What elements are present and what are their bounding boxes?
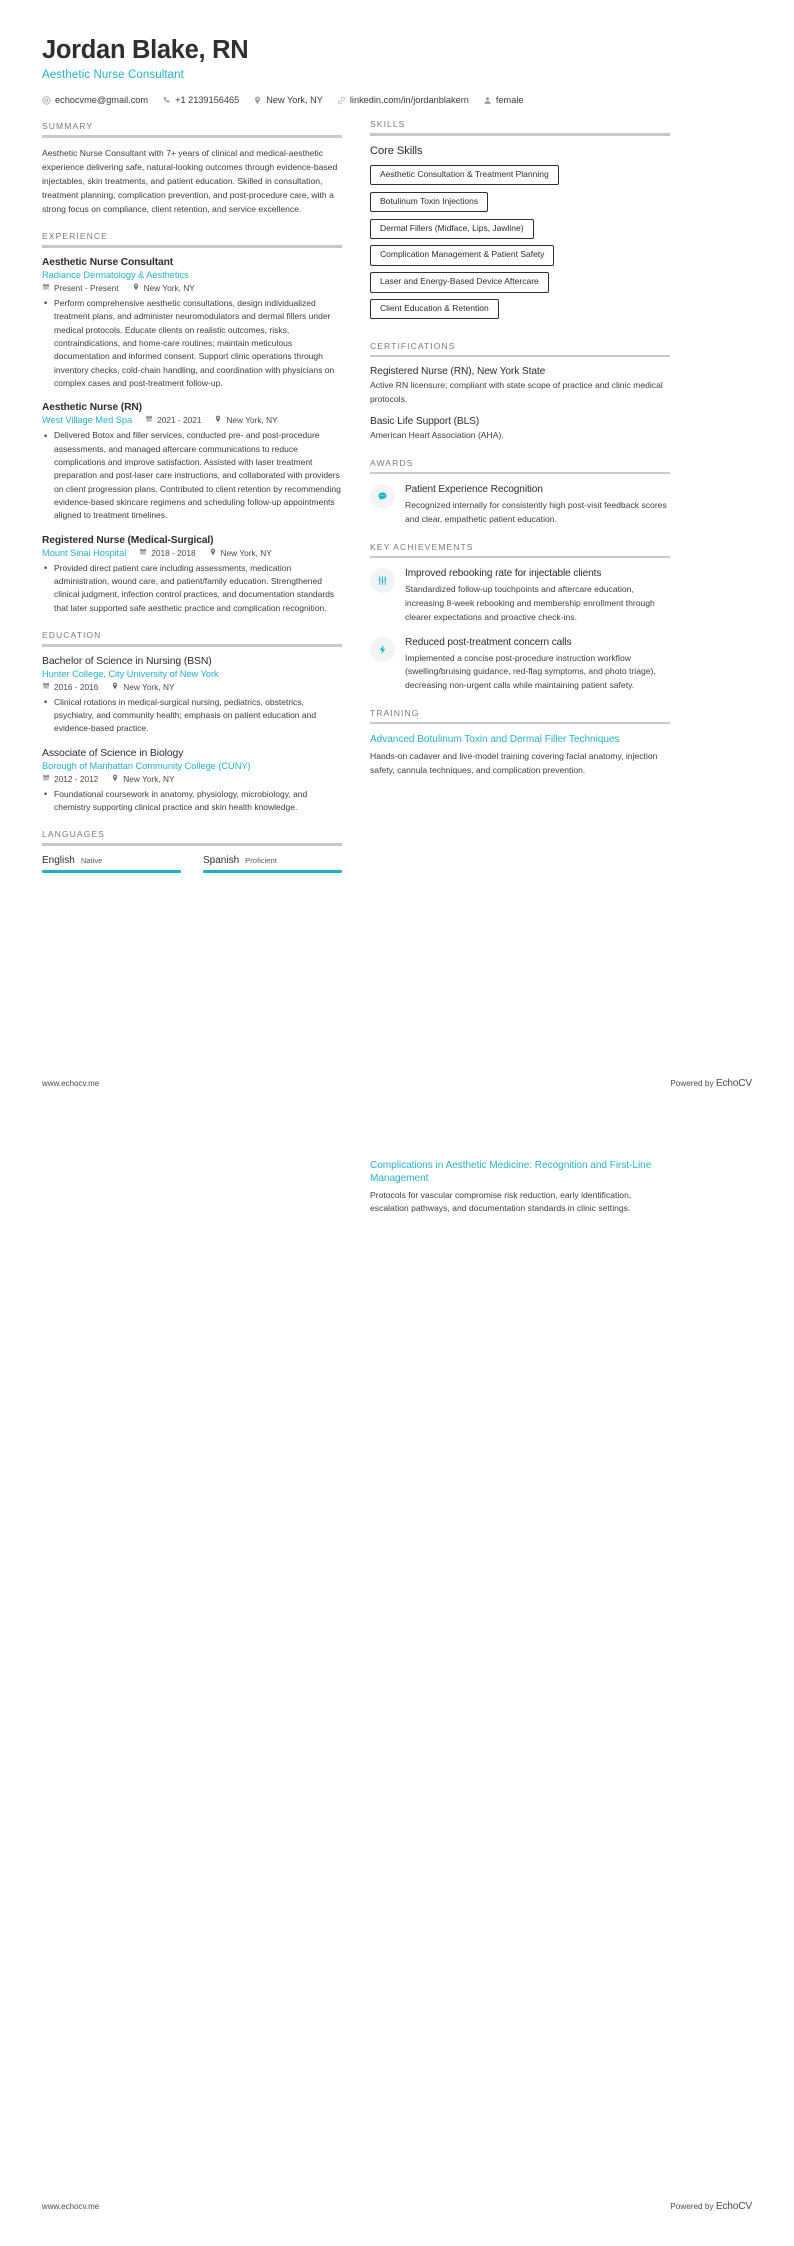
experience-entry bbox=[42, 257, 342, 390]
location-icon bbox=[132, 283, 140, 293]
award-item bbox=[370, 483, 670, 527]
language-level: Proficient bbox=[245, 855, 277, 865]
page-title: Jordan Blake, RN bbox=[42, 36, 249, 64]
training-desc: Hands-on cadaver and live-model training covering facial anatomy, injection safety, cannula techniques, and complication prevention. bbox=[370, 750, 658, 775]
education-entry bbox=[42, 748, 342, 815]
certification-name: Registered Nurse (RN), New York State bbox=[370, 366, 546, 378]
divider bbox=[42, 843, 342, 846]
list-item: • Foundational coursework in anatomy, physiology, microbiology, and chemistry supporting clinical practice and skin health knowledge. bbox=[53, 788, 342, 815]
calendar-icon bbox=[145, 415, 153, 425]
footer-brand-name: EchoCV bbox=[715, 2201, 752, 2212]
education-entry bbox=[42, 656, 342, 736]
experience-dates bbox=[145, 415, 201, 425]
footer-site[interactable]: www.echocv.me bbox=[42, 2202, 100, 2211]
experience-bullets bbox=[42, 297, 342, 390]
certification-desc: Active RN licensure; compliant with state scope of practice and clinic medical protocols. bbox=[370, 380, 663, 405]
education-meta bbox=[42, 774, 342, 784]
contact-email[interactable] bbox=[42, 95, 148, 105]
certification-desc: American Heart Association (AHA). bbox=[370, 429, 504, 440]
footer-site[interactable]: www.echocv.me bbox=[42, 1079, 100, 1088]
experience-location bbox=[132, 283, 195, 293]
calendar-icon bbox=[42, 682, 50, 692]
experience-entry bbox=[42, 402, 342, 522]
education-school[interactable]: Hunter College, City University of New York bbox=[42, 668, 219, 679]
education-school[interactable]: Borough of Manhattan Community College (CUNY) bbox=[42, 760, 251, 771]
divider bbox=[370, 355, 670, 358]
phone-icon bbox=[162, 96, 171, 105]
section-title-training: TRAINING bbox=[370, 707, 420, 718]
calendar-icon bbox=[42, 283, 50, 293]
skill-chip: Client Education & Retention bbox=[370, 299, 499, 319]
section-languages bbox=[42, 829, 342, 873]
contact-location-text: New York, NY bbox=[266, 95, 323, 106]
location-icon bbox=[253, 96, 262, 105]
language-level: Native bbox=[80, 855, 103, 865]
experience-meta bbox=[42, 283, 342, 293]
contact-row bbox=[42, 95, 752, 105]
resume-page-2 bbox=[0, 1123, 794, 2246]
education-location bbox=[111, 774, 174, 784]
experience-org[interactable]: West Village Med Spa bbox=[42, 415, 133, 426]
education-dates bbox=[42, 682, 98, 692]
skill-chip: Complication Management & Patient Safety bbox=[370, 245, 554, 265]
award-desc: Recognized internally for consistently high post-visit feedback scores and clear, empathetic patient education. bbox=[405, 500, 667, 524]
contact-gender bbox=[483, 95, 524, 105]
experience-org[interactable]: Mount Sinai Hospital bbox=[42, 547, 127, 558]
experience-meta bbox=[42, 415, 342, 425]
language-item bbox=[203, 855, 342, 873]
section-experience bbox=[42, 231, 342, 615]
section-title-key-achievements: KEY ACHIEVEMENTS bbox=[370, 541, 474, 552]
divider bbox=[370, 133, 670, 136]
achievement-desc: Implemented a concise post-procedure instruction workflow (swelling/bruising guidance, red-flag symptoms, and photo triage), decreasing non-urgent calls while maintaining patient safety. bbox=[405, 652, 656, 691]
experience-location-text: New York, NY bbox=[143, 282, 195, 293]
section-title-skills: SKILLS bbox=[370, 119, 406, 130]
section-title-languages: LANGUAGES bbox=[42, 829, 105, 840]
contact-linkedin-text: linkedin.com/in/jordanblakern bbox=[349, 95, 469, 106]
section-awards bbox=[370, 458, 670, 527]
left-column bbox=[42, 121, 342, 888]
calendar-icon bbox=[42, 774, 50, 784]
contact-location bbox=[253, 95, 323, 105]
training-item bbox=[370, 1159, 670, 1216]
list-item: • Perform comprehensive aesthetic consultations, design individualized treatment plans, and administer neuromodulators and dermal fillers under medical protocols. Educate clients on realistic outcomes, risks, contraindications, and home-care routines; maintain meticulous documentation and informed consent. Support clinic operations through inventory checks, cold-chain handling, and coordination with physicians on complex cases and post-treatment follow-up. bbox=[53, 297, 342, 390]
page-footer bbox=[42, 1078, 752, 1089]
left-column-page2 bbox=[42, 1159, 342, 1216]
education-dates-text: 2016 - 2016 bbox=[54, 681, 99, 692]
languages-list bbox=[42, 855, 342, 873]
experience-entry bbox=[42, 535, 342, 615]
training-desc: Protocols for vascular compromise risk reduction, early identification, escalation pathways, and documentation standards in clinic settings. bbox=[370, 1189, 632, 1214]
contact-phone-text: +1 2139156465 bbox=[175, 95, 240, 106]
education-location-text: New York, NY bbox=[123, 681, 175, 692]
summary-text: Aesthetic Nurse Consultant with 7+ years of clinical and medical-aesthetic experience delivering safe, natural-looking outcomes through evidence-based injectables, skin treatments, and patient education. Skilled in consultation, treatment planning, complication prevention, and post-procedure care, with a strong focus on compliance, client retention, and service excellence. bbox=[42, 147, 338, 214]
experience-dates-text: 2018 - 2018 bbox=[151, 547, 196, 558]
divider bbox=[370, 472, 670, 475]
person-icon bbox=[483, 96, 492, 105]
list-item: • Provided direct patient care including assessments, medication administration, wound care, and patient/family education. Strengthened clinical judgment, infection control practices, and documentation standards that later supported safe aesthetic practice and complication recognition. bbox=[53, 562, 342, 615]
education-bullets bbox=[42, 788, 342, 815]
list-item: • Clinical rotations in medical-surgical nursing, pediatrics, obstetrics, psychiatry, and community health; emphasis on patient education and evidence-based practice. bbox=[53, 696, 342, 736]
contact-phone[interactable] bbox=[162, 95, 239, 105]
section-title-experience: EXPERIENCE bbox=[42, 231, 108, 242]
skills-group-label: Core Skills bbox=[370, 144, 423, 157]
experience-role: Registered Nurse (Medical-Surgical) bbox=[42, 534, 214, 546]
award-title: Patient Experience Recognition bbox=[405, 484, 543, 496]
section-summary bbox=[42, 121, 342, 216]
experience-org[interactable]: Radiance Dermatology & Aesthetics bbox=[42, 269, 189, 280]
achievement-desc: Standardized follow-up touchpoints and aftercare education, increasing 8-week rebooking and membership enrollment through clearer expectations and proactive check-ins. bbox=[405, 584, 655, 622]
experience-meta bbox=[42, 548, 342, 558]
experience-dates bbox=[42, 283, 119, 293]
lightning-bolt-icon bbox=[370, 637, 395, 662]
section-skills bbox=[370, 119, 670, 326]
location-icon bbox=[209, 548, 217, 558]
experience-role: Aesthetic Nurse Consultant bbox=[42, 256, 173, 268]
email-icon bbox=[42, 96, 51, 105]
language-name: English bbox=[42, 854, 75, 866]
language-progress bbox=[42, 870, 181, 873]
section-title-summary: SUMMARY bbox=[42, 121, 94, 132]
education-dates bbox=[42, 774, 98, 784]
page-footer bbox=[42, 2201, 752, 2212]
divider bbox=[42, 644, 342, 647]
language-name: Spanish bbox=[203, 854, 240, 866]
divider bbox=[370, 722, 670, 725]
contact-linkedin[interactable] bbox=[337, 95, 469, 105]
divider bbox=[42, 135, 342, 138]
achievement-title: Reduced post-treatment concern calls bbox=[405, 636, 572, 648]
education-dates-text: 2012 - 2012 bbox=[54, 773, 99, 784]
skill-chip: Laser and Energy-Based Device Aftercare bbox=[370, 272, 549, 292]
skill-chip: Aesthetic Consultation & Treatment Planning bbox=[370, 165, 559, 185]
section-title-awards: AWARDS bbox=[370, 457, 414, 468]
sliders-icon bbox=[370, 568, 395, 593]
experience-location-text: New York, NY bbox=[226, 415, 278, 426]
training-title[interactable]: Complications in Aesthetic Medicine: Recognition and First-Line Management bbox=[370, 1160, 652, 1185]
list-item: • Delivered Botox and filler services, conducted pre- and post-procedure assessments, and managed aftercare communications to reduce complications and improve satisfaction. Assisted with laser treatment preparation and post-laser care instructions, and collaborated with providers on client progression plans. Contributed to client retention by recommending evidence-based skincare regimens and scheduling follow-up appointments aligned to treatment timelines. bbox=[53, 429, 342, 522]
section-certifications bbox=[370, 341, 670, 443]
education-meta bbox=[42, 682, 342, 692]
link-icon bbox=[337, 96, 346, 105]
section-education bbox=[42, 630, 342, 814]
footer-powered-prefix: Powered by bbox=[670, 2202, 716, 2211]
headline: Aesthetic Nurse Consultant bbox=[42, 69, 184, 82]
skills-list bbox=[370, 165, 670, 326]
location-icon bbox=[111, 682, 119, 692]
education-bullets bbox=[42, 696, 342, 736]
achievement-item bbox=[370, 567, 670, 624]
right-column-page2 bbox=[370, 1159, 670, 1216]
footer-brand bbox=[670, 2201, 752, 2212]
location-icon bbox=[111, 774, 119, 784]
header bbox=[42, 36, 752, 105]
chat-bubble-icon bbox=[370, 484, 395, 509]
certification-item bbox=[370, 366, 670, 407]
experience-location bbox=[214, 415, 277, 425]
contact-gender-text: female bbox=[495, 95, 524, 106]
contact-email-text: echocvme@gmail.com bbox=[55, 95, 149, 106]
experience-location bbox=[209, 548, 272, 558]
education-degree: Associate of Science in Biology bbox=[42, 747, 184, 759]
achievement-title: Improved rebooking rate for injectable clients bbox=[405, 568, 602, 580]
education-degree: Bachelor of Science in Nursing (BSN) bbox=[42, 655, 212, 667]
footer-brand-name: EchoCV bbox=[715, 1078, 752, 1089]
experience-role: Aesthetic Nurse (RN) bbox=[42, 402, 142, 414]
experience-dates-text: Present - Present bbox=[54, 282, 119, 293]
section-title-certifications: CERTIFICATIONS bbox=[370, 340, 456, 351]
footer-brand bbox=[670, 1078, 752, 1089]
experience-bullets bbox=[42, 429, 342, 522]
language-item bbox=[42, 855, 181, 873]
footer-powered-prefix: Powered by bbox=[670, 1079, 716, 1088]
resume-body bbox=[42, 121, 752, 888]
calendar-icon bbox=[139, 548, 147, 558]
education-location-text: New York, NY bbox=[123, 773, 175, 784]
skill-chip: Botulinum Toxin Injections bbox=[370, 192, 488, 212]
section-key-achievements bbox=[370, 542, 670, 693]
right-column bbox=[370, 119, 670, 792]
certification-item bbox=[370, 416, 670, 443]
experience-bullets bbox=[42, 562, 342, 615]
language-progress bbox=[203, 870, 342, 873]
training-title[interactable]: Advanced Botulinum Toxin and Dermal Filler Techniques bbox=[370, 734, 620, 746]
experience-location-text: New York, NY bbox=[220, 547, 272, 558]
divider bbox=[42, 245, 342, 248]
experience-dates bbox=[139, 548, 195, 558]
education-location bbox=[111, 682, 174, 692]
location-icon bbox=[214, 415, 222, 425]
training-item bbox=[370, 733, 670, 777]
section-training bbox=[370, 708, 670, 777]
section-title-education: EDUCATION bbox=[42, 630, 102, 641]
skill-chip: Dermal Fillers (Midface, Lips, Jawline) bbox=[370, 219, 534, 239]
divider bbox=[370, 556, 670, 559]
experience-dates-text: 2021 - 2021 bbox=[157, 415, 202, 426]
certification-name: Basic Life Support (BLS) bbox=[370, 415, 480, 427]
achievement-item bbox=[370, 636, 670, 693]
